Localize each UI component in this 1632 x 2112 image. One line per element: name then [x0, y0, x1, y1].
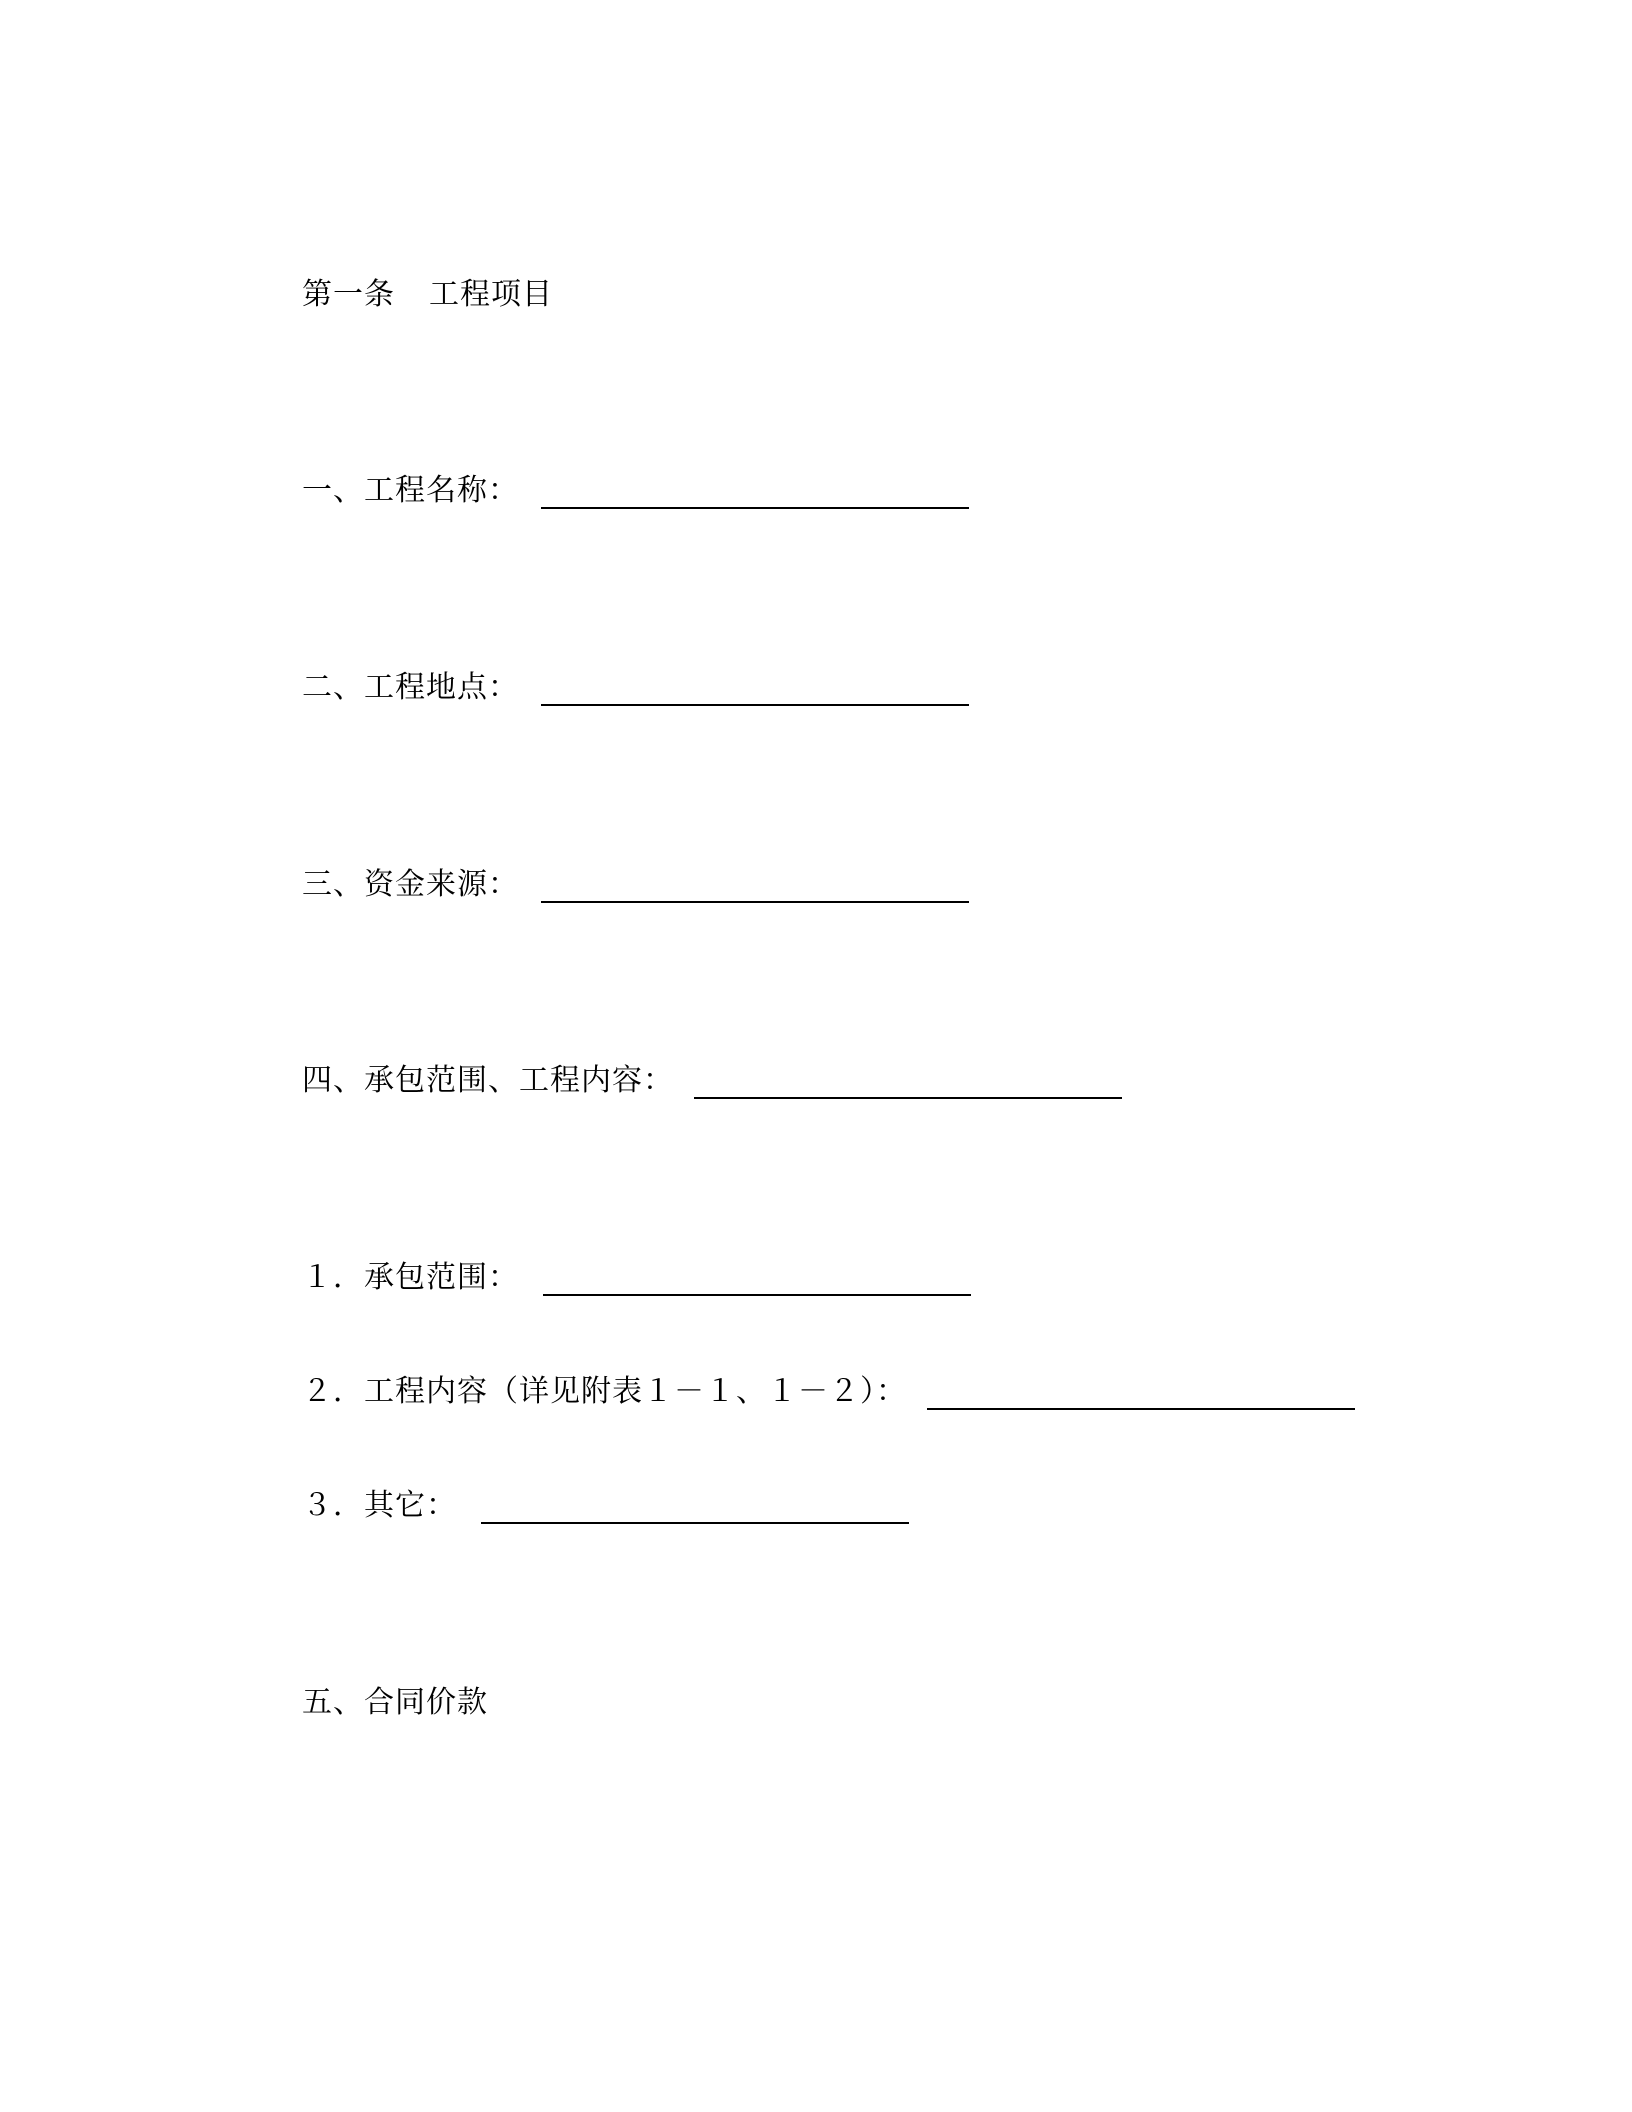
project-name-blank[interactable]: [541, 507, 969, 509]
other-blank[interactable]: [481, 1522, 909, 1524]
work-content-blank[interactable]: [927, 1408, 1355, 1410]
scope-content-blank[interactable]: [694, 1097, 1122, 1099]
scope-content-row: [302, 1059, 1122, 1103]
work-content-label: ２．工程内容（详见附表１－１、１－２）：: [302, 1374, 907, 1409]
scope-content-label: 四、承包范围、工程内容：: [302, 1063, 674, 1098]
contract-scope-blank[interactable]: [543, 1294, 971, 1296]
project-location-row: [302, 666, 969, 710]
contract-scope-row: [302, 1256, 971, 1300]
project-location-label: 二、工程地点：: [302, 670, 519, 705]
project-location-blank[interactable]: [541, 704, 969, 706]
article-number: 第一条: [302, 277, 395, 312]
project-name-row: [302, 469, 969, 513]
other-label: ３．其它：: [302, 1488, 457, 1523]
project-name-label: 一、工程名称：: [302, 473, 519, 508]
funding-source-blank[interactable]: [541, 901, 969, 903]
work-content-row: [302, 1370, 1355, 1414]
article-heading: [302, 273, 553, 317]
contract-price-heading: [302, 1681, 488, 1725]
funding-source-label: 三、资金来源：: [302, 867, 519, 902]
other-row: [302, 1484, 909, 1528]
contract-scope-label: １．承包范围：: [302, 1260, 519, 1295]
article-title: 工程项目: [429, 277, 553, 312]
contract-price-label: 五、合同价款: [302, 1685, 488, 1720]
funding-source-row: [302, 863, 969, 907]
